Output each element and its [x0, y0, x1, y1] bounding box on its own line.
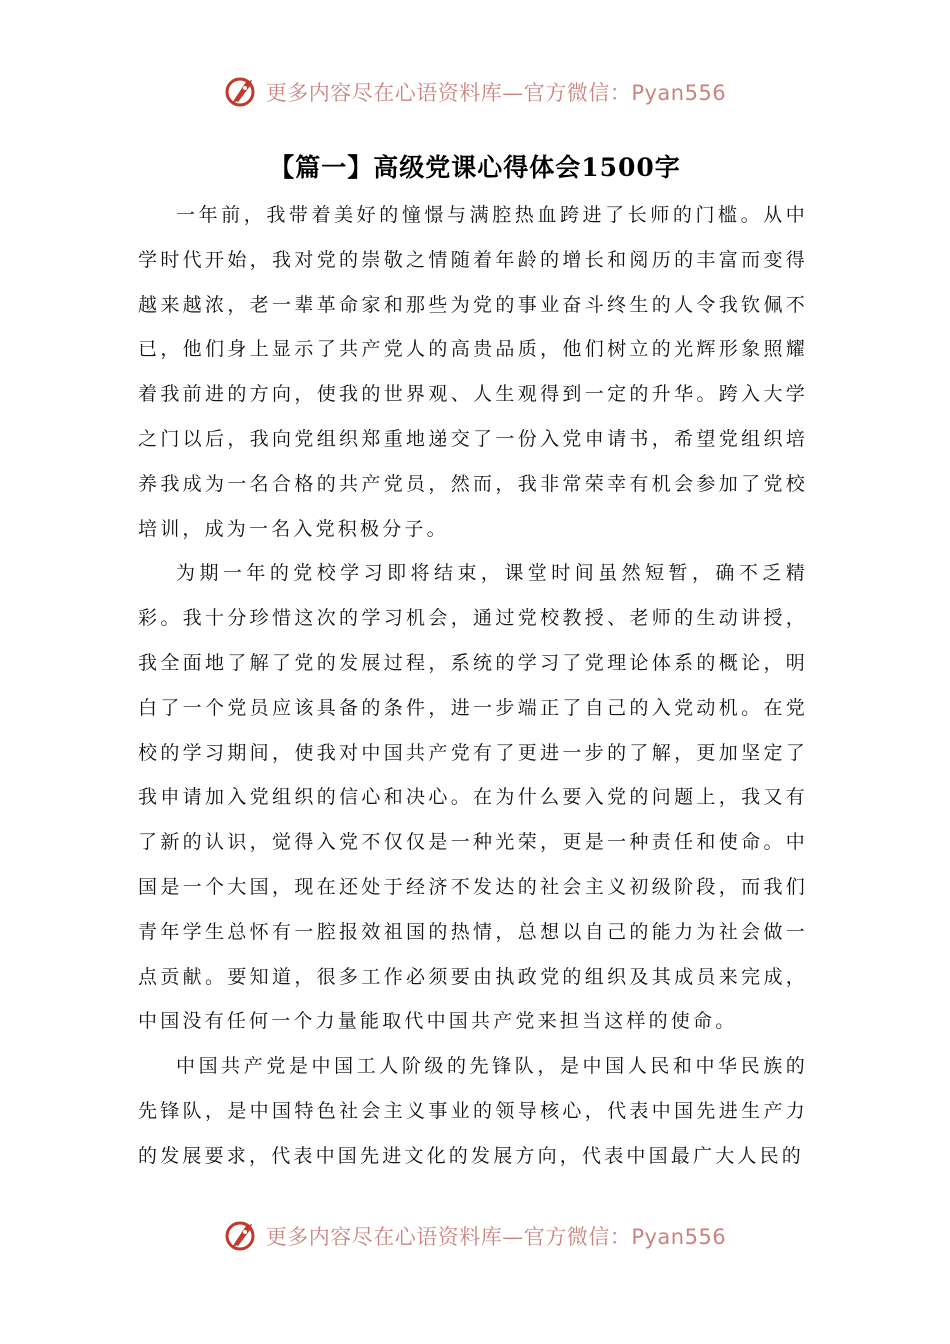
header-banner-label: 更多内容尽在心语资料库—官方微信：	[265, 81, 632, 105]
footer-banner	[0, 1216, 950, 1256]
pen-nib-logo-icon	[224, 1218, 260, 1254]
paragraph-2: 为期一年的党校学习即将结束，课堂时间虽然短暂，确不乏精彩。我十分珍惜这次的学习机会，通过党校教授、老师的生动讲授，我全面地了解了党的发展过程，系统的学习了党理论体系的概论，明白了一个党员应该具备的条件，进一步端正了自己的入党动机。在党校的学习期间，使我对中国共产党有了更进一步的了解，更加坚定了我申请加入党组织的信心和决心。在为什么要入党的问题上，我又有了新的认识，觉得入党不仅仅是一种光荣，更是一种责任和使命。中国是一个大国，现在还处于经济不发达的社会主义初级阶段，而我们青年学生总怀有一腔报效祖国的热情，总想以自己的能力为社会做一点贡献。要知道，很多工作必须要由执政党的组织及其成员来完成，中国没有任何一个力量能取代中国共产党来担当这样的使命。	[138, 562, 808, 1033]
pen-nib-logo-icon	[224, 74, 260, 110]
footer-wechat-id: Pyan556	[631, 1225, 727, 1249]
document-title: 【篇一】高级党课心得体会1500字	[269, 153, 681, 182]
header-banner-text	[266, 77, 726, 107]
footer-banner-label: 更多内容尽在心语资料库—官方微信：	[265, 1225, 632, 1249]
document-body	[138, 193, 808, 1179]
paragraph-3: 中国共产党是中国工人阶级的先锋队，是中国人民和中华民族的先锋队，是中国特色社会主义事业的领导核心，代表中国先进生产力的发展要求，代表中国先进文化的发展方向，代表中国最广大人民的	[138, 1055, 808, 1167]
header-wechat-id: Pyan556	[631, 81, 727, 105]
paragraph-1: 一年前，我带着美好的憧憬与满腔热血跨进了长师的门槛。从中学时代开始，我对党的崇敬之情随着年龄的增长和阅历的丰富而变得越来越浓，老一辈革命家和那些为党的事业奋斗终生的人令我钦佩不已，他们身上显示了共产党人的高贵品质，他们树立的光辉形象照耀着我前进的方向，使我的世界观、人生观得到一定的升华。跨入大学之门以后，我向党组织郑重地递交了一份入党申请书，希望党组织培养我成为一名合格的共产党员，然而，我非常荣幸有机会参加了党校培训，成为一名入党积极分子。	[138, 204, 808, 540]
footer-banner-text	[266, 1221, 726, 1251]
header-banner	[0, 72, 950, 112]
